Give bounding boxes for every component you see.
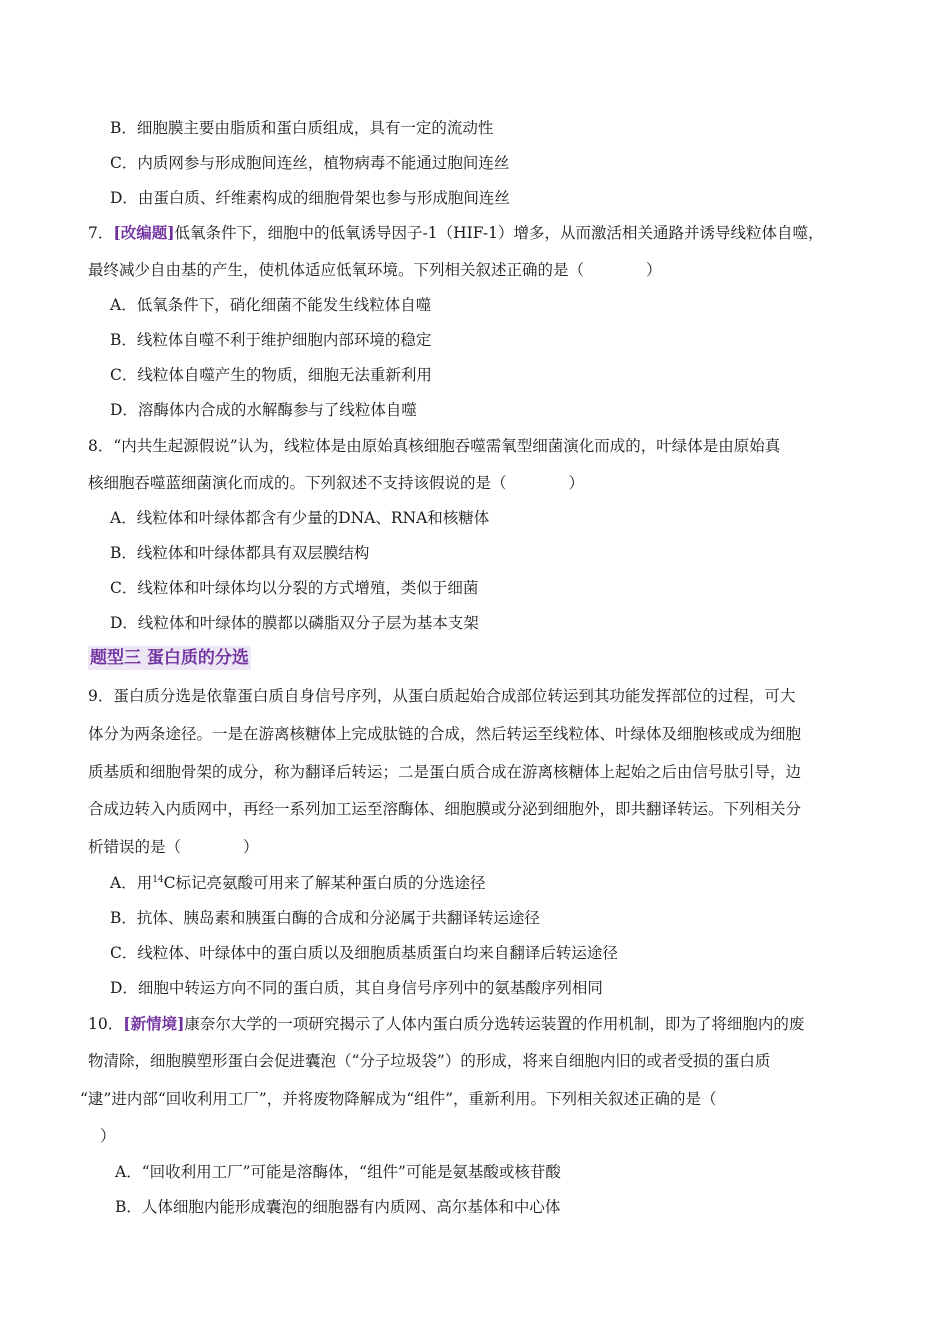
q10-stem-text: 康奈尔大学的一项研究揭示了人体内蛋白质分选转运装置的作用机制，即为了将细胞内的废 (184, 1015, 805, 1033)
q7-stem-line2: 最终减少自由基的产生，使机体适应低氧环境。下列相关叙述正确的是（ ） (88, 261, 662, 279)
q8-option-a: A．线粒体和叶绿体都含有少量的DNA、RNA和核糖体 (110, 509, 490, 527)
q7-option-d: D．溶酶体内合成的水解酶参与了线粒体自噬 (110, 401, 417, 419)
q9-option-d: D．细胞中转运方向不同的蛋白质，其自身信号序列中的氨基酸序列相同 (110, 979, 603, 997)
section-heading: 题型三 蛋白质的分选 (90, 648, 249, 668)
q8-stem-line1: 8．“内共生起源假说”认为，线粒体是由原始真核细胞吞噬需氧型细菌演化而成的，叶绿体是由原始真 (88, 437, 781, 455)
q7-stem-line1 (88, 222, 823, 244)
q10-option-b: B．人体细胞内能形成囊泡的细胞器有内质网、高尔基体和中心体 (115, 1198, 561, 1216)
q8-option-d: D．线粒体和叶绿体的膜都以磷脂双分子层为基本支架 (110, 614, 479, 632)
q10-stem-line2: 物清除，细胞膜塑形蛋白会促进囊泡（“分子垃圾袋”）的形成，将来自细胞内旧的或者受损的蛋白质 (88, 1052, 771, 1070)
q6-option-c: C．内质网参与形成胞间连丝，植物病毒不能通过胞间连丝 (110, 154, 510, 172)
q9-stem-line5: 析错误的是（ ） (88, 838, 259, 856)
q9-stem-line3: 质基质和细胞骨架的成分，称为翻译后转运；二是蛋白质合成在游离核糖体上起始之后由信号肽引导，边 (88, 763, 802, 781)
q7-option-b: B．线粒体自噬不利于维护细胞内部环境的稳定 (110, 331, 432, 349)
q7-option-a: A．低氧条件下，硝化细菌不能发生线粒体自噬 (110, 296, 432, 314)
q6-option-b: B．细胞膜主要由脂质和蛋白质组成，具有一定的流动性 (110, 119, 494, 137)
q10-stem-line1 (88, 1013, 804, 1035)
q9-option-a-prefix: A．用 (110, 874, 153, 892)
q7-option-c: C．线粒体自噬产生的物质，细胞无法重新利用 (110, 366, 432, 384)
q8-stem-line2: 核细胞吞噬蓝细菌演化而成的。下列叙述不支持该假说的是（ ） (88, 474, 585, 492)
q9-option-c: C．线粒体、叶绿体中的蛋白质以及细胞质基质蛋白均来自翻译后转运途径 (110, 944, 618, 962)
q9-stem-line4: 合成边转入内质网中，再经一系列加工运至溶酶体、细胞膜或分泌到细胞外，即共翻译转运。下列相关分 (88, 800, 802, 818)
q7-number: 7． (88, 224, 114, 242)
q10-stem-line3: “逮”进内部“回收利用工厂”，并将废物降解成为“组件”，重新利用。下列相关叙述正确的是（ (80, 1090, 717, 1108)
q10-number: 10． (88, 1015, 124, 1033)
q8-option-b: B．线粒体和叶绿体都具有双层膜结构 (110, 544, 370, 562)
q6-option-d: D．由蛋白质、纤维素构成的细胞骨架也参与形成胞间连丝 (110, 189, 510, 207)
q9-option-b: B．抗体、胰岛素和胰蛋白酶的合成和分泌属于共翻译转运途径 (110, 909, 540, 927)
q9-stem-line1: 9．蛋白质分选是依靠蛋白质自身信号序列，从蛋白质起始合成部位转运到其功能发挥部位的过程，可大 (88, 687, 796, 705)
q9-option-a-suffix: C标记亮氨酸可用来了解某种蛋白质的分选途径 (163, 874, 486, 892)
q10-tag: [新情境] (123, 1014, 185, 1033)
q9-option-a (110, 872, 486, 894)
q10-option-a: A．“回收利用工厂”可能是溶酶体，“组件”可能是氨基酸或核苷酸 (115, 1163, 561, 1181)
q7-stem-text: 低氧条件下，细胞中的低氧诱导因子-1（HIF-1）增多，从而激活相关通路并诱导线粒体自噬， (174, 224, 824, 242)
isotope-superscript: 14 (152, 875, 164, 885)
q7-tag: [改编题] (113, 223, 175, 242)
q8-option-c: C．线粒体和叶绿体均以分裂的方式增殖，类似于细菌 (110, 579, 479, 597)
q9-stem-line2: 体分为两条途径。一是在游离核糖体上完成肽链的合成，然后转运至线粒体、叶绿体及细胞核或成为细胞 (88, 725, 802, 743)
q10-stem-line4: ） (100, 1127, 116, 1145)
